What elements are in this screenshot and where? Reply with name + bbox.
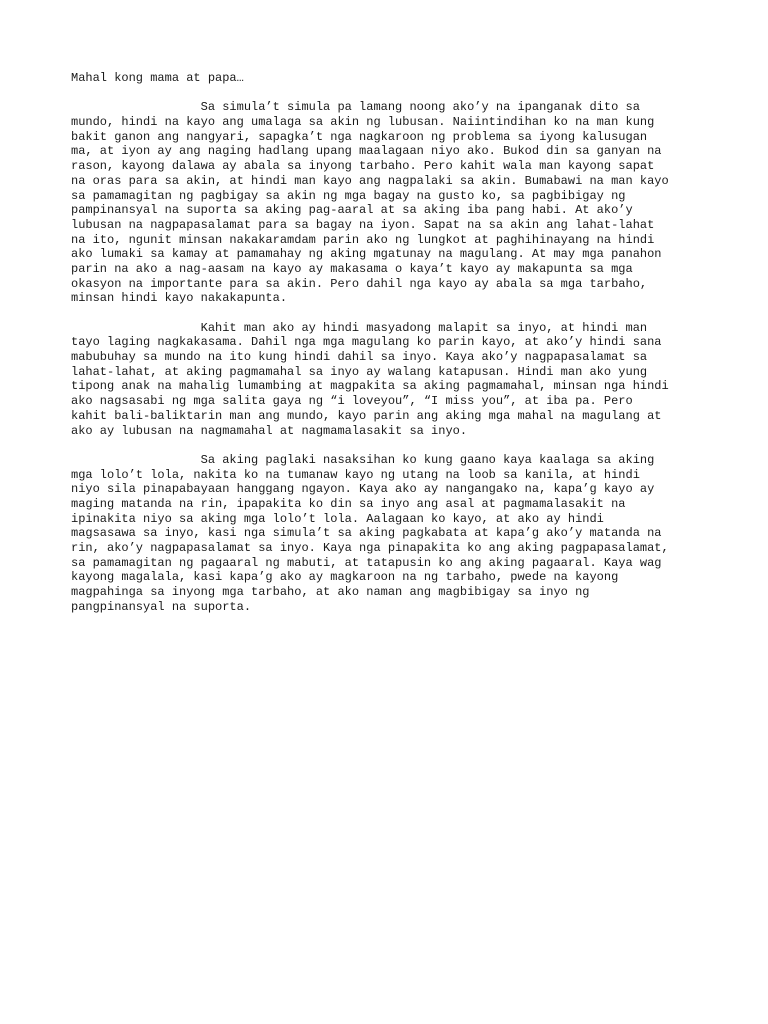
paragraph-2 — [71, 321, 711, 439]
paragraph-3 — [71, 453, 711, 615]
paragraph-line: magpahinga sa inyong mga tarbaho, at ako naman ang magbibigay sa inyo ng — [71, 585, 590, 600]
paragraph-line: na ito, ngunit minsan nakakaramdam parin ako ng lungkot at paghihinayang na hindi — [71, 232, 655, 247]
paragraph-line: lahat-lahat, at aking pagmamahal sa inyo ay walang katapusan. Hindi man ako yung — [71, 364, 648, 379]
paragraph-line: ako ay lubusan na nagmamahal at nagmamalasakit sa inyo. — [71, 423, 468, 438]
paragraph-line: Sa simula’t simula pa lamang noong ako’y na ipanganak dito sa — [71, 100, 640, 115]
paragraph-line: okasyon na importante para sa akin. Pero dahil nga kayo ay abala sa mga tarbaho, — [71, 276, 648, 291]
paragraph-line: kayong magalala, kasi kapa’g ako ay magkaroon na ng tarbaho, pwede na kayong — [71, 570, 619, 585]
paragraph-line: mabubuhay sa mundo na ito kung hindi dahil sa inyo. Kaya ako’y nagpapasalamat sa — [71, 350, 648, 365]
paragraph-line: pampinansyal na suporta sa aking pag-aaral at sa aking iba pang habi. At ako’y — [71, 203, 633, 218]
paragraph-line: maging matanda na rin, ipapakita ko din sa inyo ang asal at pagmamalasakit na — [71, 496, 626, 511]
paragraph-line: bakit ganon ang nangyari, sapagka’t nga nagkaroon ng problema sa iyong kalusugan — [71, 129, 648, 144]
paragraph-line: Kahit man ako ay hindi masyadong malapit sa inyo, at hindi man — [71, 320, 648, 335]
paragraph-line: sa pamamagitan ng pagbigay sa akin ng mga bagay na gusto ko, sa pagbibigay ng — [71, 188, 626, 203]
paragraph-line: ipinakita niyo sa aking mga lolo’t lola. Aalagaan ko kayo, at ako ay hindi — [71, 511, 604, 526]
paragraph-line: tipong anak na mahalig lumambing at magpakita sa aking pagmamahal, minsan nga hindi — [71, 379, 669, 394]
paragraph-line: na oras para sa akin, at hindi man kayo ang nagpalaki sa akin. Bumabawi na man kayo — [71, 173, 669, 188]
paragraph-line: ma, at iyon ay ang naging hadlang upang maalagaan niyo ako. Bukod din sa ganyan na — [71, 144, 662, 159]
letter-body — [71, 71, 711, 629]
paragraph-line: mundo, hindi na kayo ang umalaga sa akin ng lubusan. Naiintindihan ko na man kung — [71, 115, 655, 130]
letter-greeting: Mahal kong mama at papa… — [71, 71, 244, 85]
paragraph-line: minsan hindi kayo nakakapunta. — [71, 291, 288, 306]
paragraph-line: lubusan na nagpapasalamat para sa bagay na iyon. Sapat na sa akin ang lahat-lahat — [71, 217, 655, 232]
paragraph-line: rason, kayong dalawa ay abala sa inyong tarbaho. Pero kahit wala man kayong sapat — [71, 159, 655, 174]
paragraph-line: Sa aking paglaki nasaksihan ko kung gaano kaya kaalaga sa aking — [71, 452, 655, 467]
paragraph-line: ako lumaki sa kamay at pamamahay ng aking mgatunay na magulang. At may mga panahon — [71, 247, 662, 262]
paragraph-line: parin na ako a nag-aasam na kayo ay makasama o kaya’t kayo ay makapunta sa mga — [71, 261, 633, 276]
paragraph-line: niyo sila pinapabayaan hanggang ngayon. Kaya ako ay nangangako na, kapa’g kayo ay — [71, 482, 655, 497]
paragraph-line: ako nagsasabi ng mga salita gaya ng “i loveyou”, “I miss you”, at iba pa. Pero — [71, 394, 633, 409]
paragraph-1 — [71, 100, 711, 306]
paragraph-line: magsasawa sa inyo, kasi nga simula’t sa aking pagkabata at kapa’g ako’y matanda na — [71, 526, 662, 541]
paragraph-line: kahit bali-baliktarin man ang mundo, kayo parin ang aking mga mahal na magulang at — [71, 408, 662, 423]
paragraph-line: mga lolo’t lola, nakita ko na tumanaw kayo ng utang na loob sa kanila, at hindi — [71, 467, 640, 482]
paragraph-line: rin, ako’y nagpapasalamat sa inyo. Kaya nga pinapakita ko ang aking pagpapasalamat, — [71, 541, 669, 555]
paragraph-line: pangpinansyal na suporta. — [71, 599, 252, 614]
paragraph-line: sa pamamagitan ng pagaaral ng mabuti, at tatapusin ko ang aking pagaaral. Kaya wag — [71, 555, 662, 570]
paragraph-line: tayo laging nagkakasama. Dahil nga mga magulang ko parin kayo, at ako’y hindi sana — [71, 335, 662, 350]
